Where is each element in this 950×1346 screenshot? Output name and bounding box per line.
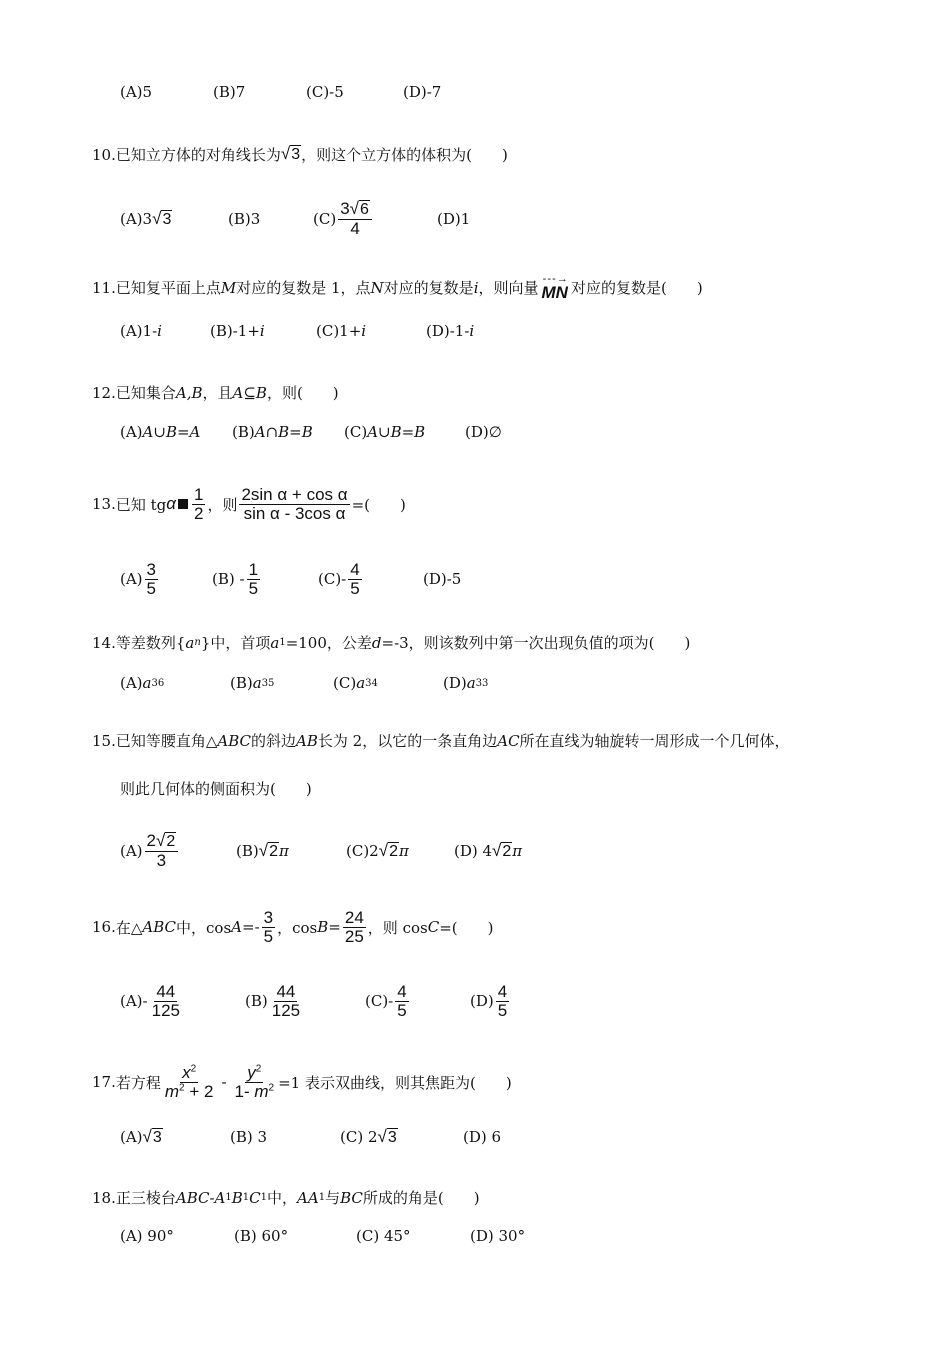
q10-number: 10.: [92, 145, 116, 164]
q12-option-c: (C) A∪B=B: [344, 423, 426, 441]
q13-big-fraction: $\frac{\text{2sin α + cos α}}{\text{sin α - 3cos α}}$: [241, 484, 348, 523]
q18-option-d: (D) 30°: [470, 1227, 526, 1245]
q14-option-a: (A) a 36: [120, 674, 165, 692]
equals-glyph-box: [178, 499, 188, 509]
q13-option-c: (C)- $\frac{4}{5}$: [318, 559, 360, 598]
q12-option-d: (D)∅: [465, 423, 502, 441]
q13-stem: 13. 已知 tg α $\frac{1}{2}$ ，则 $\frac{\text{2sin α + cos α}}{\text{sin α - 3cos α}}$ =( ): [92, 484, 406, 523]
q15-option-b: (B) √ 2 π: [236, 840, 289, 860]
q18-stem: 18. 正三棱台 ABC-A 1 B 1 C 1 中， AA 1 与 BC 所成的角是( ): [92, 1188, 480, 1207]
q13-option-a: (A) $\frac{3}{5}$: [120, 559, 157, 598]
q16-stem: 16. 在△ ABC 中，cos A =- $\frac{3}{5}$ ，cos B = $\frac{24}{25}$ ，则 cos C =( ): [92, 907, 494, 946]
q12-stem: 12. 已知集合 A,B ，且 A⊆B ，则( ): [92, 383, 339, 402]
q11-option-c: (C)1+ i: [316, 322, 367, 340]
q15-stem-line2: 则此几何体的侧面积为( ): [120, 780, 312, 798]
q18-option-b: (B) 60°: [234, 1227, 289, 1245]
q18-option-a: (A) 90°: [120, 1227, 174, 1245]
q12-option-b: (B) A∩B=B: [232, 423, 313, 441]
q10-option-c: (C) 3 √ 6 4: [313, 200, 374, 237]
vector-mn: - - - → MN: [541, 273, 568, 302]
q9-option-c: (C)-5: [306, 83, 344, 101]
q15-option-a: (A) 2 √ 2 3: [120, 832, 180, 869]
q11-stem: 11. 已知复平面上点 M 对应的复数是 1，点 N 对应的复数是 i ，则向量 - - - → MN 对应的复数是( ): [92, 273, 703, 302]
q10-stem: [92, 144, 508, 165]
q10-option-d: (D)1: [437, 210, 471, 228]
q9-option-d: (D)-7: [403, 83, 442, 101]
q17-option-c: (C) 2 √ 3: [340, 1126, 397, 1146]
q14-stem: 14. 等差数列{ a n }中，首项 a 1 =100，公差 d =-3，则该数列中第一次出现负值的项为( ): [92, 633, 691, 652]
q10-tail: ，则这个立方体的体积为( ): [301, 146, 508, 164]
q11-option-a: (A)1- i: [120, 322, 162, 340]
q17-option-d: (D) 6: [463, 1128, 502, 1146]
q16-option-b: (B) $\frac{44}{125}$: [245, 981, 301, 1020]
q10-option-b: (B)3: [228, 210, 261, 228]
q11-option-b: (B)-1+ i: [210, 322, 265, 340]
q14-option-c: (C) a 34: [333, 674, 378, 692]
q12-option-a: (A) A∪B=A: [120, 423, 201, 441]
q17-option-b: (B) 3: [230, 1128, 268, 1146]
q17-fraction-y: $\frac{y^2}{1- m^2}$: [234, 1062, 275, 1101]
q16-option-a: (A)- $\frac{44}{125}$: [120, 981, 180, 1020]
q16-option-d: (D) $\frac{4}{5}$: [470, 981, 508, 1020]
q13-option-b: (B) - $\frac{1}{5}$: [212, 559, 259, 598]
q10-option-a: (A)3 √ 3: [120, 208, 172, 228]
q15-option-d: (D) 4 √ 2 π: [454, 840, 523, 860]
q9-option-b: (B)7: [213, 83, 246, 101]
q9-option-a: (A)5: [120, 83, 153, 101]
q14-option-b: (B) a 35: [230, 674, 275, 692]
q16-option-c: (C)- $\frac{4}{5}$: [365, 981, 407, 1020]
q15-stem: 15. 已知等腰直角△ ABC 的斜边 AB 长为 2，以它的一条直角边 AC 所在直线为轴旋转一周形成一个几何体，: [92, 731, 790, 750]
q11-option-d: (D)-1- i: [426, 322, 475, 340]
q17-fraction-x: $\frac{x^2}{m^2 + 2}$: [164, 1062, 214, 1101]
q14-option-d: (D) a 33: [443, 674, 489, 692]
q10-sqrt: √ 3: [280, 144, 301, 164]
q10-text: 已知立方体的对角线长为: [115, 146, 281, 164]
q18-option-c: (C) 45°: [356, 1227, 411, 1245]
q15-option-c: (C)2 √ 2 π: [346, 840, 409, 860]
q13-option-d: (D)-5: [423, 570, 462, 588]
q17-stem: 17. 若方程 $\frac{x^2}{m^2 + 2}$ - $\frac{y^2}{1- m^2}$ =1 表示双曲线，则其焦距为( ): [92, 1062, 512, 1101]
q17-option-a: (A) √ 3: [120, 1126, 162, 1146]
